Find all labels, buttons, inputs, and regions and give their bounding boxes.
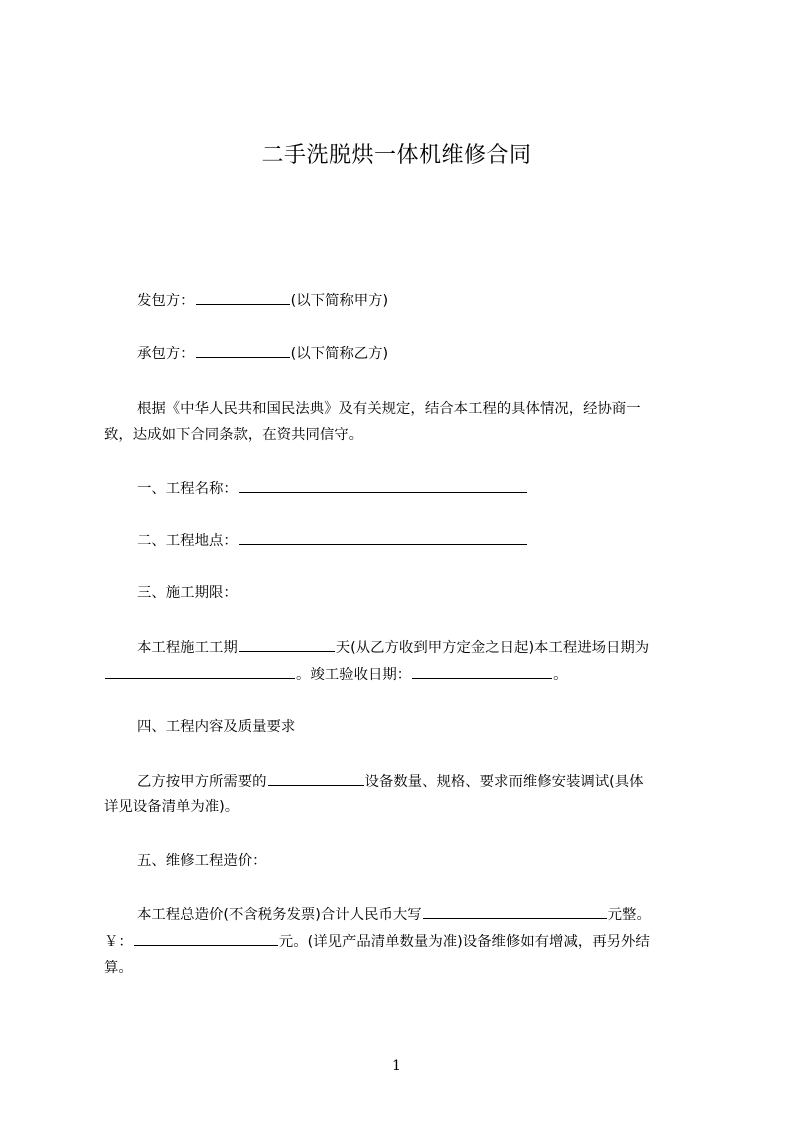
project-name-blank (239, 478, 527, 493)
section-3-line-2 (104, 664, 568, 685)
section-3-text-a: 本工程施工工期 (137, 640, 238, 656)
party-b-label: 承包方： (137, 346, 195, 362)
duration-blank (239, 637, 335, 652)
section-3-heading: 三、施工期限： (137, 585, 238, 601)
preamble-line-1: 根据《中华人民共和国民法典》及有关规定，结合本工程的具体情况，经协商一 (137, 401, 641, 417)
section-4-line-1 (137, 771, 644, 792)
section-4-text-b: 设备数量、规格、要求而维修安装调试(具体 (364, 774, 644, 790)
section-5-heading: 五、维修工程造价： (137, 853, 267, 869)
entry-date-blank (105, 664, 295, 679)
section-3-line-1 (137, 637, 649, 658)
section-5-text-b: 元整。 (607, 907, 651, 923)
section-2-label: 二、工程地点： (137, 533, 238, 549)
section-5-line-2 (104, 931, 650, 952)
document-title: 二手洗脱烘一体机维修合同 (261, 143, 532, 168)
party-b-line (137, 343, 388, 364)
party-a-suffix: (以下简称甲方) (290, 293, 389, 309)
completion-date-blank (412, 664, 552, 679)
page-number: 1 (392, 1058, 401, 1074)
section-4-heading: 四、工程内容及质量要求 (137, 719, 296, 735)
party-b-blank (196, 343, 290, 358)
party-b-suffix: (以下简称乙方) (290, 346, 389, 362)
section-5-text-d: 元。(详见产品清单数量为准)设备维修如有增减，再另外结 (278, 934, 650, 950)
party-a-label: 发包方： (137, 293, 195, 309)
section-3-text-b: 天(从乙方收到甲方定金之日起)本工程进场日期为 (335, 640, 650, 656)
section-2-line (137, 530, 528, 551)
equipment-blank (268, 771, 364, 786)
section-3-text-d: 。 (553, 667, 568, 683)
section-5-text-c: ￥： (104, 934, 133, 950)
section-1-label: 一、工程名称： (137, 481, 238, 497)
section-4-text-a: 乙方按甲方所需要的 (137, 774, 267, 790)
section-4-line-2: 详见设备清单为准)。 (104, 799, 240, 815)
section-5-line-3: 算。 (104, 960, 133, 976)
section-3-text-c: 。竣工验收日期： (296, 667, 412, 683)
section-1-line (137, 478, 528, 499)
project-location-blank (239, 530, 527, 545)
preamble-line-2: 致，达成如下合同条款，在资共同信守。 (104, 427, 364, 443)
amount-words-blank (423, 904, 607, 919)
party-a-blank (196, 290, 290, 305)
section-5-line-1 (137, 904, 651, 925)
amount-figures-blank (134, 931, 278, 946)
party-a-line (137, 290, 388, 311)
section-5-text-a: 本工程总造价(不含税务发票)合计人民币大写 (137, 907, 422, 923)
